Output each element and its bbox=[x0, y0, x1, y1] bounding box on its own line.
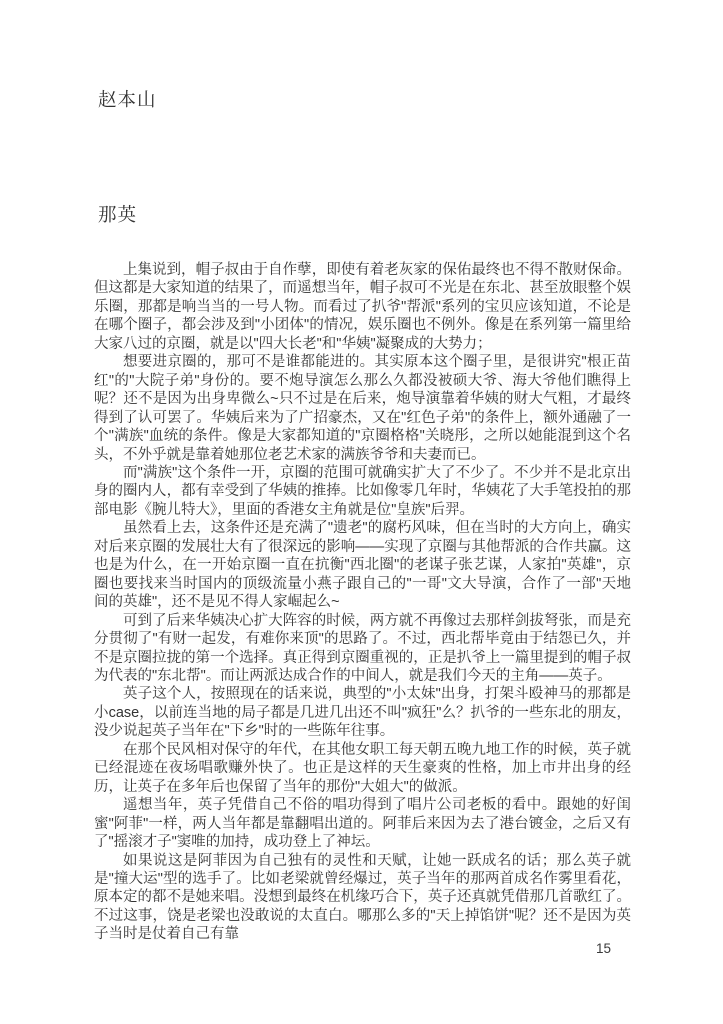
paragraph: 遥想当年，英子凭借自己不俗的唱功得到了唱片公司老板的看中。跟她的好闺蜜"阿菲"一样，两人当年都是靠翻唱出道的。阿菲后来因为去了港台镀金，之后又有了"摇滚才子"窦唯的加持，成功登上了神坛。 bbox=[94, 797, 631, 851]
article-body bbox=[94, 261, 631, 944]
section-heading-naying: 那英 bbox=[98, 204, 138, 225]
paragraph: 可到了后来华姨决心扩大阵容的时候，两方就不再像过去那样剑拔弩张，而是充分贯彻了"有财一起发，有难你来顶"的思路了。不过，西北帮毕竟由于结怨已久，并不是京圈拉拢的第一个选择。真正得到京圈重视的，正是扒爷上一篇里提到的帽子叔为代表的"东北帮"。而让两派达成合作的中间人，就是我们今天的主角——英子。 bbox=[94, 612, 631, 684]
section-heading-zhaobenshan: 赵本山 bbox=[98, 89, 157, 110]
paragraph: 上集说到，帽子叔由于自作孽，即使有着老灰家的保佑最终也不得不散财保命。但这都是大家知道的结果了，而遥想当年，帽子叔可不光是在东北、甚至放眼整个娱乐圈，那都是响当当的一号人物。而看过了扒爷"帮派"系列的宝贝应该知道，不论是在哪个圈子，都会涉及到"小团体"的情况，娱乐圈也不例外。像是在系列第一篇里给大家八过的京圈，就是以"四大长老"和"华姨"凝聚成的大势力； bbox=[94, 262, 631, 352]
page-number: 15 bbox=[596, 941, 612, 956]
paragraph: 想要进京圈的，那可不是谁都能进的。其实原本这个圈子里，是很讲究"根正苗红"的"大院子弟"身份的。要不炮导演怎么那么久都没被硕大爷、海大爷他们瞧得上呢？还不是因为出身卑微么~只不过是在后来，炮导演靠着华姨的财大气粗，才最终得到了认可罢了。华姨后来为了广招豪杰，又在"红色子弟"的条件上，额外通融了一个"满族"血统的条件。像是大家都知道的"京圈格格"关晓彤，之所以她能混到这个名头，不外乎就是靠着她那位老艺术家的满族爷爷和夫妻而已。 bbox=[94, 354, 631, 463]
paragraph: 英子这个人，按照现在的话来说，典型的"小太妹"出身，打架斗殴神马的那都是小case，以前连当地的局子都是几进几出还不叫"疯狂"么？扒爷的一些东北的朋友，没少说起英子当年在"下乡"时的一些陈年往事。 bbox=[94, 686, 631, 740]
paragraph: 如果说这是阿菲因为自己独有的灵性和天赋，让她一跃成名的话；那么英子就是"撞大运"型的选手了。比如老梁就曾经爆过，英子当年的那两首成名作雾里看花，原本定的都不是她来唱。没想到最终在机缘巧合下，英子还真就凭借那几首歌红了。不过这事，饶是老梁也没敢说的太直白。哪那么多的"天上掉馅饼"呢？还不是因为英子当时是仗着自己有靠 bbox=[94, 852, 631, 943]
paragraph: 在那个民风相对保守的年代，在其他女职工每天朝五晚九地工作的时候，英子就已经混迹在夜场唱歌赚外快了。也正是这样的天生豪爽的性格，加上市井出身的经历，让英子在多年后也保留了当年的那份"大姐大"的做派。 bbox=[94, 741, 631, 795]
paragraph: 而"满族"这个条件一开，京圈的范围可就确实扩大了不少了。不少并不是北京出身的圈内人，都有幸受到了华姨的推捧。比如像零几年时，华姨花了大手笔投拍的那部电影《腕儿特大》，里面的香港女主角就是位"皇族"后羿。 bbox=[94, 464, 631, 518]
paragraph: 虽然看上去，这条件还是充满了"遗老"的腐朽风味，但在当时的大方向上，确实对后来京圈的发展壮大有了很深远的影响——实现了京圈与其他帮派的合作共赢。这也是为什么，在一开始京圈一直在抗衡"西北圈"的老谋子张艺谋，人家拍"英雄"，京圈也要找来当时国内的顶级流量小燕子跟自己的"一哥"文大导演，合作了一部"天地间的英雄"，还不是见不得人家崛起么~ bbox=[94, 520, 631, 611]
